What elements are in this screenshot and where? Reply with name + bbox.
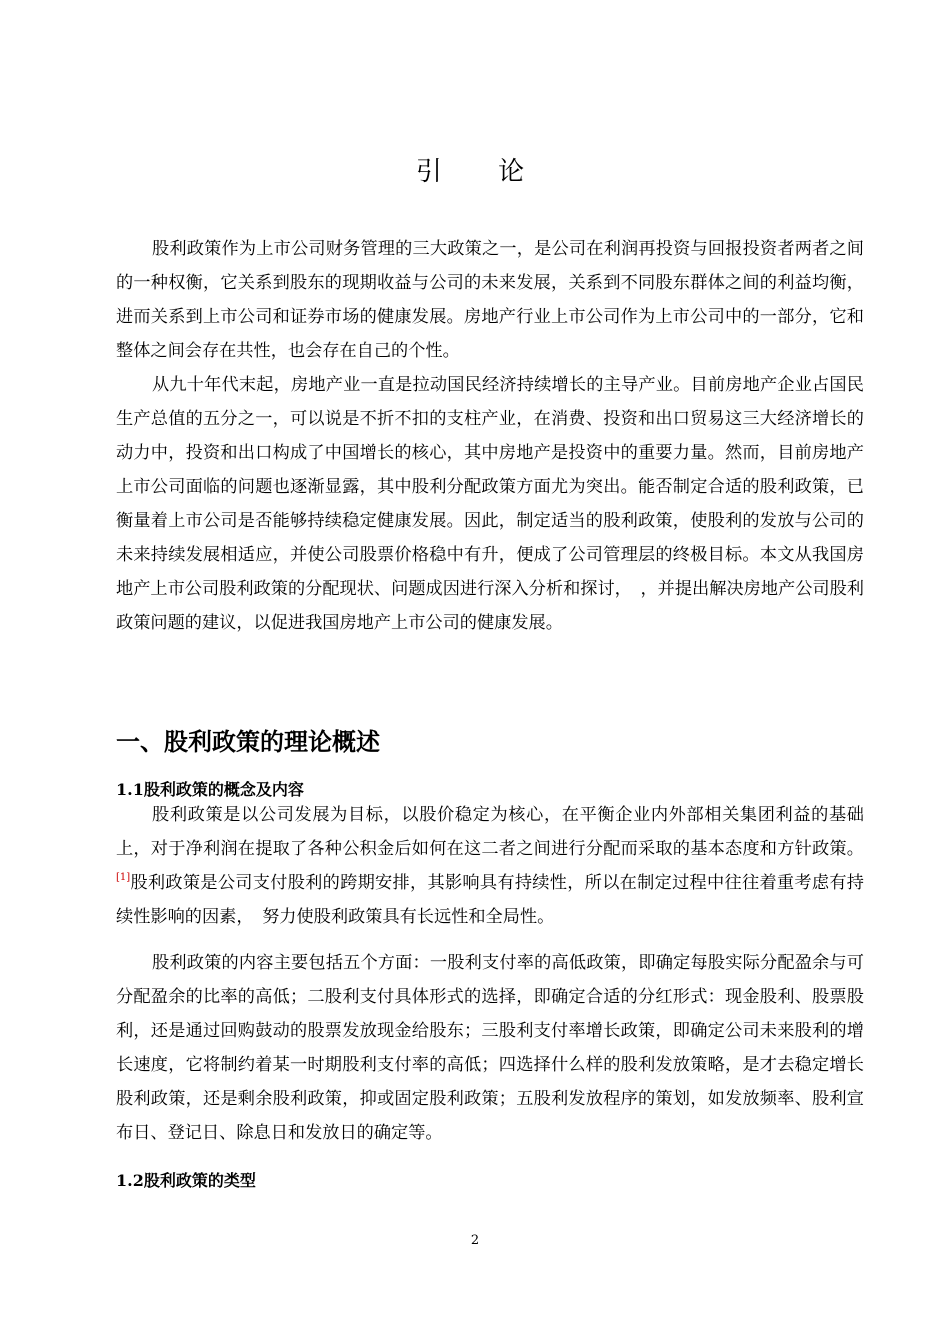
section-1-heading: 一、股利政策的理论概述	[116, 727, 380, 756]
subsection-1-1-paragraph-1	[116, 798, 864, 934]
subsection-1-2-heading: 1.2股利政策的类型	[116, 1171, 256, 1190]
page-title: 引 论	[415, 157, 549, 187]
intro-paragraph-1: 股利政策作为上市公司财务管理的三大政策之一，是公司在利润再投资与回报投资者两者之间的一种权衡，它关系到股东的现期收益与公司的未来发展，关系到不同股东群体之间的利益均衡，进而关系到上市公司和证券市场的健康发展。房地产行业上市公司作为上市公司中的一部分，它和整体之间会存在共性，也会存在自己的个性。	[116, 239, 864, 361]
citation-reference[interactable]: [1]	[116, 872, 131, 883]
intro-paragraph-2: 从九十年代末起，房地产业一直是拉动国民经济持续增长的主导产业。目前房地产企业占国民生产总值的五分之一，可以说是不折不扣的支柱产业，在消费、投资和出口贸易这三大经济增长的动力中，投资和出口构成了中国增长的核心，其中房地产是投资中的重要力量。然而，目前房地产上市公司面临的问题也逐渐显露，其中股利分配政策方面尤为突出。能否制定合适的股利政策，已衡量着上市公司是否能够持续稳定健康发展。因此，制定适当的股利政策，使股利的发放与公司的未来持续发展相适应，并使公司股票价格稳中有升，便成了公司管理层的终极目标。本文从我国房地产上市公司股利政策的分配现状、问题成因进行深入分析和探讨， ，并提出解决房地产公司股利政策问题的建议，以促进我国房地产上市公司的健康发展。	[116, 375, 864, 633]
paragraph-text: 股利政策是以公司发展为目标，以股价稳定为核心，在平衡企业内外部相关集团利益的基础上，对于净利润在提取了各种公积金后如何在这二者之间进行分配而采取的基本态度和方针政策。	[116, 805, 864, 859]
subsection-1-1-heading: 1.1股利政策的概念及内容	[116, 780, 304, 799]
subsection-1-1-paragraph-2: 股利政策的内容主要包括五个方面：一股利支付率的高低政策，即确定每股实际分配盈余与可分配盈余的比率的高低；二股利支付具体形式的选择，即确定合适的分红形式：现金股利、股票股利，还是通过回购鼓动的股票发放现金给股东；三股利支付率增长政策，即确定公司未来股利的增长速度，它将制约着某一时期股利支付率的高低；四选择什么样的股利发放策略，是才去稳定增长股利政策，还是剩余股利政策，抑或固定股利政策；五股利发放程序的策划，如发放频率、股利宣布日、登记日、除息日和发放日的确定等。	[116, 953, 864, 1143]
page-number: 2	[470, 1233, 480, 1248]
paragraph-text: 股利政策是公司支付股利的跨期安排，其影响具有持续性，所以在制定过程中往往着重考虑有持续性影响的因素， 努力使股利政策具有长远性和全局性。	[116, 873, 864, 927]
